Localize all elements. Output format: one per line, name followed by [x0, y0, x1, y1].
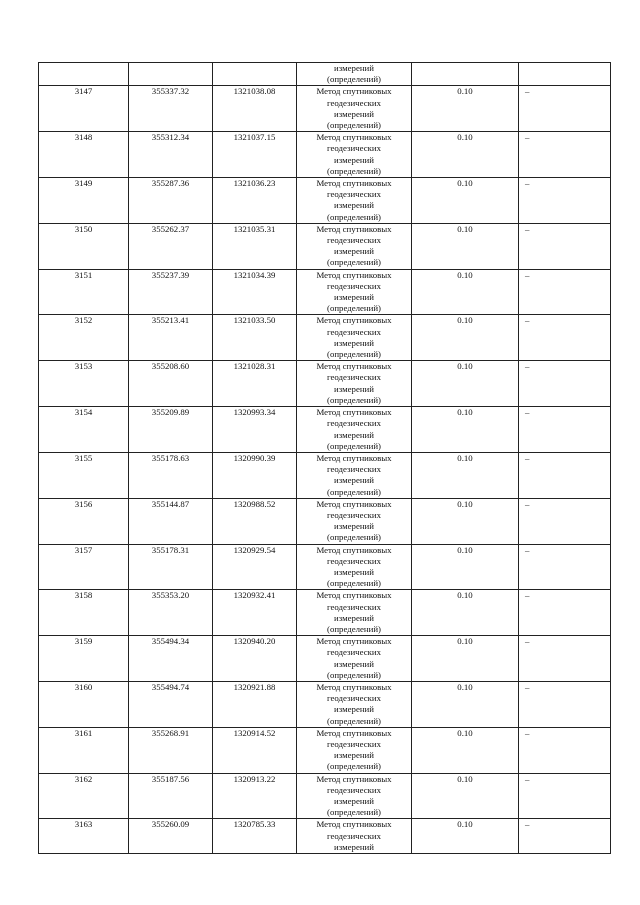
precision-cell — [412, 636, 519, 682]
y-coordinate-cell — [213, 773, 297, 819]
table-row — [39, 269, 611, 315]
note-cell — [519, 590, 611, 636]
y-coordinate-cell — [213, 269, 297, 315]
point-number-cell — [39, 636, 129, 682]
x-coordinate: 355262.37 — [151, 223, 190, 234]
y-coordinate-cell — [213, 132, 297, 178]
precision-value: 0.10 — [457, 86, 473, 97]
point-number-cell — [39, 819, 129, 854]
point-number: 3147 — [74, 86, 93, 97]
method-cell — [297, 223, 412, 269]
precision-cell — [412, 132, 519, 178]
table-row — [39, 86, 611, 132]
method-text: Метод спутниковых геодезических измерений (определений) — [316, 178, 392, 222]
note-value: – — [525, 498, 530, 509]
point-number-cell — [39, 315, 129, 361]
precision-cell — [412, 773, 519, 819]
y-coordinate: 1321036.23 — [233, 178, 276, 189]
note-value: – — [525, 452, 530, 463]
y-coordinate-cell — [213, 636, 297, 682]
y-coordinate-cell — [213, 178, 297, 224]
precision-cell — [412, 315, 519, 361]
note-value: – — [525, 636, 530, 647]
note-cell — [519, 269, 611, 315]
point-number-cell — [39, 544, 129, 590]
y-coordinate: 1320993.34 — [233, 407, 276, 418]
point-number: 3159 — [74, 636, 93, 647]
method-text: Метод спутниковых геодезических измерений (определений) — [316, 773, 392, 818]
point-number-cell — [39, 681, 129, 727]
point-number: 3151 — [74, 269, 93, 280]
method-text: Метод спутниковых геодезических измерений (определений) — [316, 132, 392, 176]
note-cell — [519, 132, 611, 178]
precision-value: 0.10 — [457, 178, 473, 189]
note-cell — [519, 223, 611, 269]
note-value: – — [525, 773, 530, 784]
note-cell — [519, 86, 611, 132]
note-cell — [519, 361, 611, 407]
note-cell — [519, 63, 611, 86]
x-coordinate-cell — [129, 132, 213, 178]
method-text: Метод спутниковых геодезических измерений (определений) — [316, 590, 392, 634]
y-coordinate-cell — [213, 498, 297, 544]
x-coordinate: 355178.63 — [151, 452, 190, 463]
precision-cell — [412, 681, 519, 727]
note-value: – — [525, 223, 530, 234]
note-value: – — [525, 315, 530, 326]
method-cell — [297, 636, 412, 682]
method-cell — [297, 544, 412, 590]
point-number: 3157 — [74, 544, 93, 555]
precision-value: 0.10 — [457, 361, 473, 372]
table-row-continued — [39, 63, 611, 86]
point-number-cell — [39, 63, 129, 86]
method-text: Метод спутниковых геодезических измерений — [316, 819, 392, 852]
table-row — [39, 590, 611, 636]
method-text: Метод спутниковых геодезических измерений (определений) — [316, 361, 392, 405]
point-number-cell — [39, 361, 129, 407]
point-number: 3150 — [74, 223, 93, 234]
method-cell — [297, 773, 412, 819]
x-coordinate: 355494.34 — [151, 636, 190, 647]
point-number-cell — [39, 452, 129, 498]
point-number: 3152 — [74, 315, 93, 326]
point-number: 3155 — [74, 452, 93, 463]
precision-cell — [412, 63, 519, 86]
table-row — [39, 223, 611, 269]
note-value: – — [525, 544, 530, 555]
precision-cell — [412, 269, 519, 315]
y-coordinate-cell — [213, 361, 297, 407]
x-coordinate-cell — [129, 636, 213, 682]
method-text: Метод спутниковых геодезических измерений (определений) — [316, 315, 392, 360]
precision-value: 0.10 — [457, 315, 473, 326]
point-number-cell — [39, 132, 129, 178]
precision-value: 0.10 — [457, 727, 473, 738]
point-number: 3154 — [74, 407, 93, 418]
x-coordinate: 355208.60 — [151, 361, 190, 372]
point-number: 3149 — [74, 178, 93, 189]
x-coordinate-cell — [129, 63, 213, 86]
x-coordinate: 355260.09 — [151, 819, 190, 830]
y-coordinate-cell — [213, 727, 297, 773]
x-coordinate: 355494.74 — [151, 681, 190, 692]
precision-value: 0.10 — [457, 132, 473, 143]
point-number: 3163 — [74, 819, 93, 830]
y-coordinate-cell — [213, 86, 297, 132]
table-row — [39, 361, 611, 407]
precision-value: 0.10 — [457, 269, 473, 280]
method-cell — [297, 407, 412, 453]
precision-value: 0.10 — [457, 773, 473, 784]
y-coordinate: 1320913.22 — [233, 773, 276, 784]
method-cell — [297, 132, 412, 178]
method-cell — [297, 681, 412, 727]
x-coordinate-cell — [129, 86, 213, 132]
note-cell — [519, 178, 611, 224]
precision-cell — [412, 498, 519, 544]
x-coordinate: 355213.41 — [151, 315, 190, 326]
precision-cell — [412, 178, 519, 224]
y-coordinate: 1320990.39 — [233, 452, 276, 463]
x-coordinate-cell — [129, 498, 213, 544]
method-cell — [297, 727, 412, 773]
x-coordinate: 355312.34 — [151, 132, 190, 143]
table-row — [39, 819, 611, 854]
precision-value: 0.10 — [457, 819, 473, 830]
method-cell — [297, 315, 412, 361]
x-coordinate-cell — [129, 727, 213, 773]
x-coordinate-cell — [129, 681, 213, 727]
precision-cell — [412, 86, 519, 132]
point-number-cell — [39, 773, 129, 819]
precision-value: 0.10 — [457, 590, 473, 601]
x-coordinate: 355268.91 — [151, 727, 190, 738]
y-coordinate-cell — [213, 681, 297, 727]
method-cell — [297, 269, 412, 315]
y-coordinate: 1321038.08 — [233, 86, 276, 97]
x-coordinate: 355144.87 — [151, 498, 190, 509]
x-coordinate-cell — [129, 269, 213, 315]
method-cell — [297, 86, 412, 132]
y-coordinate: 1320785.33 — [233, 819, 276, 830]
precision-cell — [412, 361, 519, 407]
note-cell — [519, 819, 611, 854]
note-cell — [519, 498, 611, 544]
x-coordinate-cell — [129, 407, 213, 453]
y-coordinate: 1320914.52 — [233, 727, 276, 738]
x-coordinate-cell — [129, 178, 213, 224]
method-text: Метод спутниковых геодезических измерений (определений) — [316, 452, 392, 497]
x-coordinate-cell — [129, 452, 213, 498]
precision-value: 0.10 — [457, 544, 473, 555]
note-cell — [519, 544, 611, 590]
point-number-cell — [39, 178, 129, 224]
point-number: 3158 — [74, 590, 93, 601]
point-number-cell — [39, 407, 129, 453]
x-coordinate-cell — [129, 361, 213, 407]
y-coordinate: 1321028.31 — [233, 361, 276, 372]
table-row — [39, 178, 611, 224]
point-number: 3162 — [74, 773, 93, 784]
note-value: – — [525, 269, 530, 280]
coordinates-table-page — [38, 62, 611, 854]
method-cell — [297, 819, 412, 854]
point-number-cell — [39, 498, 129, 544]
method-text: Метод спутниковых геодезических измерений (определений) — [316, 269, 392, 314]
table-row — [39, 773, 611, 819]
point-number-cell — [39, 223, 129, 269]
method-text: Метод спутниковых геодезических измерений (определений) — [316, 544, 392, 589]
note-value: – — [525, 727, 530, 738]
y-coordinate-cell — [213, 819, 297, 854]
note-value: – — [525, 407, 530, 418]
y-coordinate: 1321037.15 — [233, 132, 276, 143]
y-coordinate: 1320921.88 — [233, 681, 276, 692]
note-value: – — [525, 681, 530, 692]
y-coordinate-cell — [213, 63, 297, 86]
y-coordinate-cell — [213, 452, 297, 498]
note-cell — [519, 315, 611, 361]
y-coordinate-cell — [213, 315, 297, 361]
y-coordinate: 1320932.41 — [233, 590, 276, 601]
point-number-cell — [39, 590, 129, 636]
note-value: – — [525, 361, 530, 372]
note-cell — [519, 773, 611, 819]
table-row — [39, 407, 611, 453]
method-cell — [297, 590, 412, 636]
note-cell — [519, 452, 611, 498]
method-cell: измерений (определений) — [297, 63, 412, 86]
precision-cell — [412, 590, 519, 636]
x-coordinate-cell — [129, 773, 213, 819]
y-coordinate: 1320988.52 — [233, 498, 276, 509]
point-number: 3160 — [74, 681, 93, 692]
method-cell — [297, 498, 412, 544]
y-coordinate: 1321033.50 — [233, 315, 276, 326]
note-cell — [519, 636, 611, 682]
x-coordinate: 355209.89 — [151, 407, 190, 418]
y-coordinate: 1320940.20 — [233, 636, 276, 647]
note-cell — [519, 727, 611, 773]
y-coordinate-cell — [213, 407, 297, 453]
table-row — [39, 636, 611, 682]
y-coordinate: 1321035.31 — [233, 223, 276, 234]
coordinates-table — [38, 62, 611, 854]
precision-value: 0.10 — [457, 636, 473, 647]
x-coordinate-cell — [129, 315, 213, 361]
table-row — [39, 315, 611, 361]
precision-cell — [412, 407, 519, 453]
note-value: – — [525, 86, 530, 97]
point-number: 3148 — [74, 132, 93, 143]
x-coordinate-cell — [129, 544, 213, 590]
precision-cell — [412, 452, 519, 498]
x-coordinate: 355337.32 — [151, 86, 190, 97]
method-text: Метод спутниковых геодезических измерений (определений) — [316, 498, 392, 543]
precision-value: 0.10 — [457, 407, 473, 418]
table-row — [39, 132, 611, 178]
table-row — [39, 498, 611, 544]
method-text: Метод спутниковых геодезических измерений (определений) — [316, 407, 392, 451]
table-row — [39, 544, 611, 590]
note-cell — [519, 407, 611, 453]
precision-value: 0.10 — [457, 223, 473, 234]
method-text: Метод спутниковых геодезических измерений (определений) — [316, 681, 392, 726]
x-coordinate: 355187.56 — [151, 773, 190, 784]
point-number: 3156 — [74, 498, 93, 509]
note-value: – — [525, 590, 530, 601]
method-cell — [297, 178, 412, 224]
table-row — [39, 681, 611, 727]
note-cell — [519, 681, 611, 727]
method-text: Метод спутниковых геодезических измерений (определений) — [316, 223, 392, 268]
point-number-cell — [39, 727, 129, 773]
precision-cell — [412, 223, 519, 269]
method-text: Метод спутниковых геодезических измерений (определений) — [316, 86, 392, 131]
x-coordinate-cell — [129, 590, 213, 636]
note-value: – — [525, 178, 530, 189]
precision-cell — [412, 544, 519, 590]
precision-cell — [412, 819, 519, 854]
method-cell — [297, 361, 412, 407]
x-coordinate: 355287.36 — [151, 178, 190, 189]
y-coordinate: 1321034.39 — [233, 269, 276, 280]
precision-value: 0.10 — [457, 681, 473, 692]
precision-value: 0.10 — [457, 452, 473, 463]
note-value: – — [525, 132, 530, 143]
x-coordinate: 355178.31 — [151, 544, 190, 555]
point-number: 3153 — [74, 361, 93, 372]
table-row — [39, 452, 611, 498]
point-number-cell — [39, 269, 129, 315]
y-coordinate: 1320929.54 — [233, 544, 276, 555]
x-coordinate: 355353.20 — [151, 590, 190, 601]
y-coordinate-cell — [213, 223, 297, 269]
note-value: – — [525, 819, 530, 830]
precision-value: 0.10 — [457, 498, 473, 509]
method-cell — [297, 452, 412, 498]
method-text: Метод спутниковых геодезических измерений (определений) — [316, 727, 392, 772]
precision-cell — [412, 727, 519, 773]
y-coordinate-cell — [213, 544, 297, 590]
table-body — [39, 63, 611, 854]
point-number-cell — [39, 86, 129, 132]
x-coordinate-cell — [129, 819, 213, 854]
table-row — [39, 727, 611, 773]
method-text: Метод спутниковых геодезических измерений (определений) — [316, 636, 392, 680]
x-coordinate: 355237.39 — [151, 269, 190, 280]
y-coordinate-cell — [213, 590, 297, 636]
x-coordinate-cell — [129, 223, 213, 269]
point-number: 3161 — [74, 727, 93, 738]
